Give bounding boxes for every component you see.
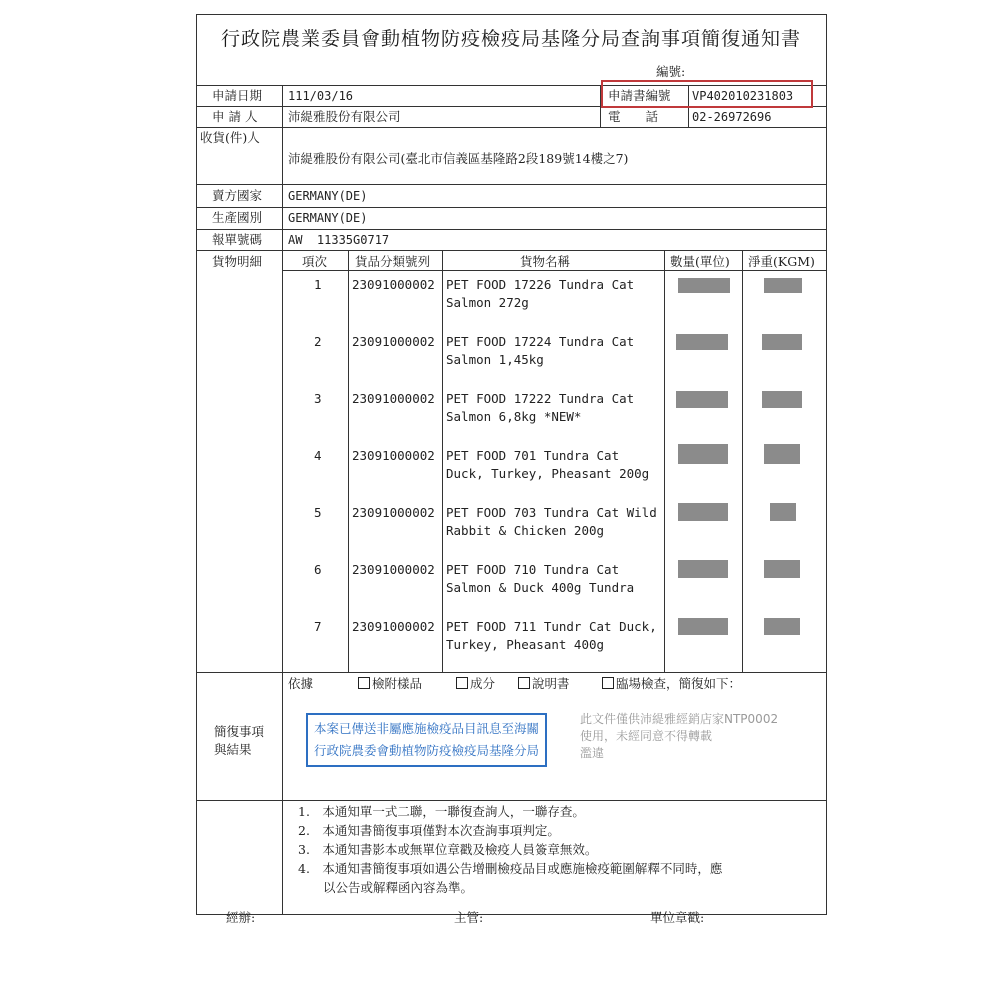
checkbox-sample (358, 677, 370, 689)
seller-value: GERMANY(DE) (288, 189, 368, 203)
item-name-line2: Salmon 6,8kg *NEW* (446, 409, 582, 424)
app-no-value: VP402010231803 (692, 89, 794, 103)
item-name-line2: Salmon 1,45kg (446, 352, 544, 367)
item-code: 23091000002 (352, 334, 435, 349)
item-no: 5 (314, 505, 322, 520)
quarantine-stamp (306, 713, 547, 767)
weight-redaction (764, 560, 800, 578)
origin-value: GERMANY(DE) (288, 211, 368, 225)
qty-redaction (678, 444, 728, 464)
item-name-line2: Rabbit & Chicken 200g (446, 523, 605, 538)
col-name: 貨物名稱 (520, 254, 571, 269)
note-3: 3. 本通知書影本或無單位章戳及檢疫人員簽章無效。 (298, 842, 598, 857)
table-row (0, 447, 1000, 504)
qty-redaction (676, 391, 728, 408)
check-inspection: 臨場檢查，簡復如下： (602, 676, 741, 692)
item-name-line1: PET FOOD 17226 Tundra Cat (446, 277, 635, 292)
note-2: 2. 本通知書簡復事項僅對本次查詢事項判定。 (298, 823, 560, 838)
item-no: 4 (314, 448, 322, 463)
weight-redaction (764, 444, 800, 464)
checkbox-ingredients (456, 677, 468, 689)
check-sample: 檢附樣品 (358, 676, 422, 692)
phone-label: 電 話 (608, 109, 659, 124)
watermark-line2: 使用，未經同意不得轉載 (580, 729, 713, 743)
weight-redaction (762, 334, 802, 350)
check-manual: 說明書 (518, 676, 570, 692)
item-name-line1: PET FOOD 703 Tundra Cat Wild (446, 505, 657, 520)
item-code: 23091000002 (352, 448, 435, 463)
weight-redaction (762, 391, 802, 408)
item-name-line2: Salmon & Duck 400g Tundra (446, 580, 635, 595)
consignee-label: 收貨(件)人 (200, 130, 260, 145)
check-ingredients: 成分 (456, 676, 495, 692)
footer-handler: 經辦: (226, 910, 256, 925)
table-row (0, 618, 1000, 672)
qty-redaction (678, 618, 728, 635)
col-qty: 數量(單位) (670, 254, 730, 269)
frame-top (196, 14, 826, 15)
document-title: 行政院農業委員會動植物防疫檢疫局基隆分局查詢事項簡復通知書 (220, 28, 801, 50)
result-label-line2: 與結果 (214, 742, 252, 757)
col-weight: 淨重(KGM) (748, 254, 815, 269)
item-code: 23091000002 (352, 391, 435, 406)
footer-seal: 單位章戳: (650, 910, 705, 925)
item-no: 7 (314, 619, 322, 634)
item-no: 2 (314, 334, 322, 349)
item-code: 23091000002 (352, 505, 435, 520)
stamp-line1: 本案已傳送非屬應施檢疫品目訊息至海關 (314, 721, 540, 736)
table-row (0, 333, 1000, 390)
table-row (0, 561, 1000, 618)
frame-bottom (196, 914, 827, 915)
basis-label: 依據 (288, 676, 314, 691)
item-code: 23091000002 (352, 562, 435, 577)
serial-label: 編號: (656, 64, 686, 79)
checkbox-inspection (602, 677, 614, 689)
apply-date-label: 申請日期 (212, 88, 263, 103)
item-no: 3 (314, 391, 322, 406)
item-name-line1: PET FOOD 17224 Tundra Cat (446, 334, 635, 349)
origin-label: 生產國別 (212, 210, 263, 225)
item-name-line1: PET FOOD 710 Tundra Cat (446, 562, 620, 577)
seller-label: 賣方國家 (212, 188, 263, 203)
table-row (0, 390, 1000, 447)
item-no: 6 (314, 562, 322, 577)
qty-redaction (678, 278, 730, 293)
qty-redaction (676, 334, 728, 350)
applicant-value: 沛緹雅股份有限公司 (288, 109, 401, 124)
watermark-line1: 此文件僅供沛緹雅經銷店家NTP0002 (580, 712, 779, 726)
weight-redaction (764, 278, 802, 293)
note-4: 4. 本通知書簡復事項如遇公告增刪檢疫品目或應施檢疫範圍解釋不同時，應 (298, 861, 723, 876)
item-no: 1 (314, 277, 322, 292)
declaration-label: 報單號碼 (212, 232, 263, 247)
col-no: 項次 (302, 254, 328, 269)
weight-redaction (770, 503, 796, 521)
watermark-line3: 濫違 (580, 746, 605, 760)
app-no-label: 申請書編號 (608, 88, 671, 103)
checkbox-manual (518, 677, 530, 689)
qty-redaction (678, 503, 728, 521)
phone-value: 02-26972696 (692, 110, 772, 124)
apply-date-value: 111/03/16 (288, 89, 354, 103)
item-name-line1: PET FOOD 17222 Tundra Cat (446, 391, 635, 406)
weight-redaction (764, 618, 800, 635)
table-row (0, 504, 1000, 561)
qty-redaction (678, 560, 728, 578)
goods-label: 貨物明細 (212, 254, 263, 269)
app-no-highlight (601, 80, 813, 108)
note-4-cont: 以公告或解釋函內容為準。 (298, 880, 474, 895)
stamp-line2: 行政院農委會動植物防疫檢疫局基隆分局 (314, 743, 540, 758)
item-name-line2: Duck, Turkey, Pheasant 200g (446, 466, 650, 481)
result-label-line1: 簡復事項 (214, 724, 265, 739)
table-row (0, 276, 1000, 333)
item-code: 23091000002 (352, 277, 435, 292)
item-name-line1: PET FOOD 711 Tundr Cat Duck, (446, 619, 657, 634)
col-code: 貨品分類號列 (355, 254, 431, 269)
declaration-value: AW 11335G0717 (288, 233, 390, 247)
item-name-line2: Turkey, Pheasant 400g (446, 637, 605, 652)
applicant-label: 申 請 人 (212, 109, 258, 124)
note-1: 1. 本通知單一式二聯，一聯復查詢人，一聯存查。 (298, 804, 585, 819)
consignee-value: 沛緹雅股份有限公司(臺北市信義區基隆路2段189號14樓之7) (288, 151, 629, 166)
footer-supervisor: 主管: (454, 910, 484, 925)
item-name-line2: Salmon 272g (446, 295, 529, 310)
item-name-line1: PET FOOD 701 Tundra Cat (446, 448, 620, 463)
item-code: 23091000002 (352, 619, 435, 634)
